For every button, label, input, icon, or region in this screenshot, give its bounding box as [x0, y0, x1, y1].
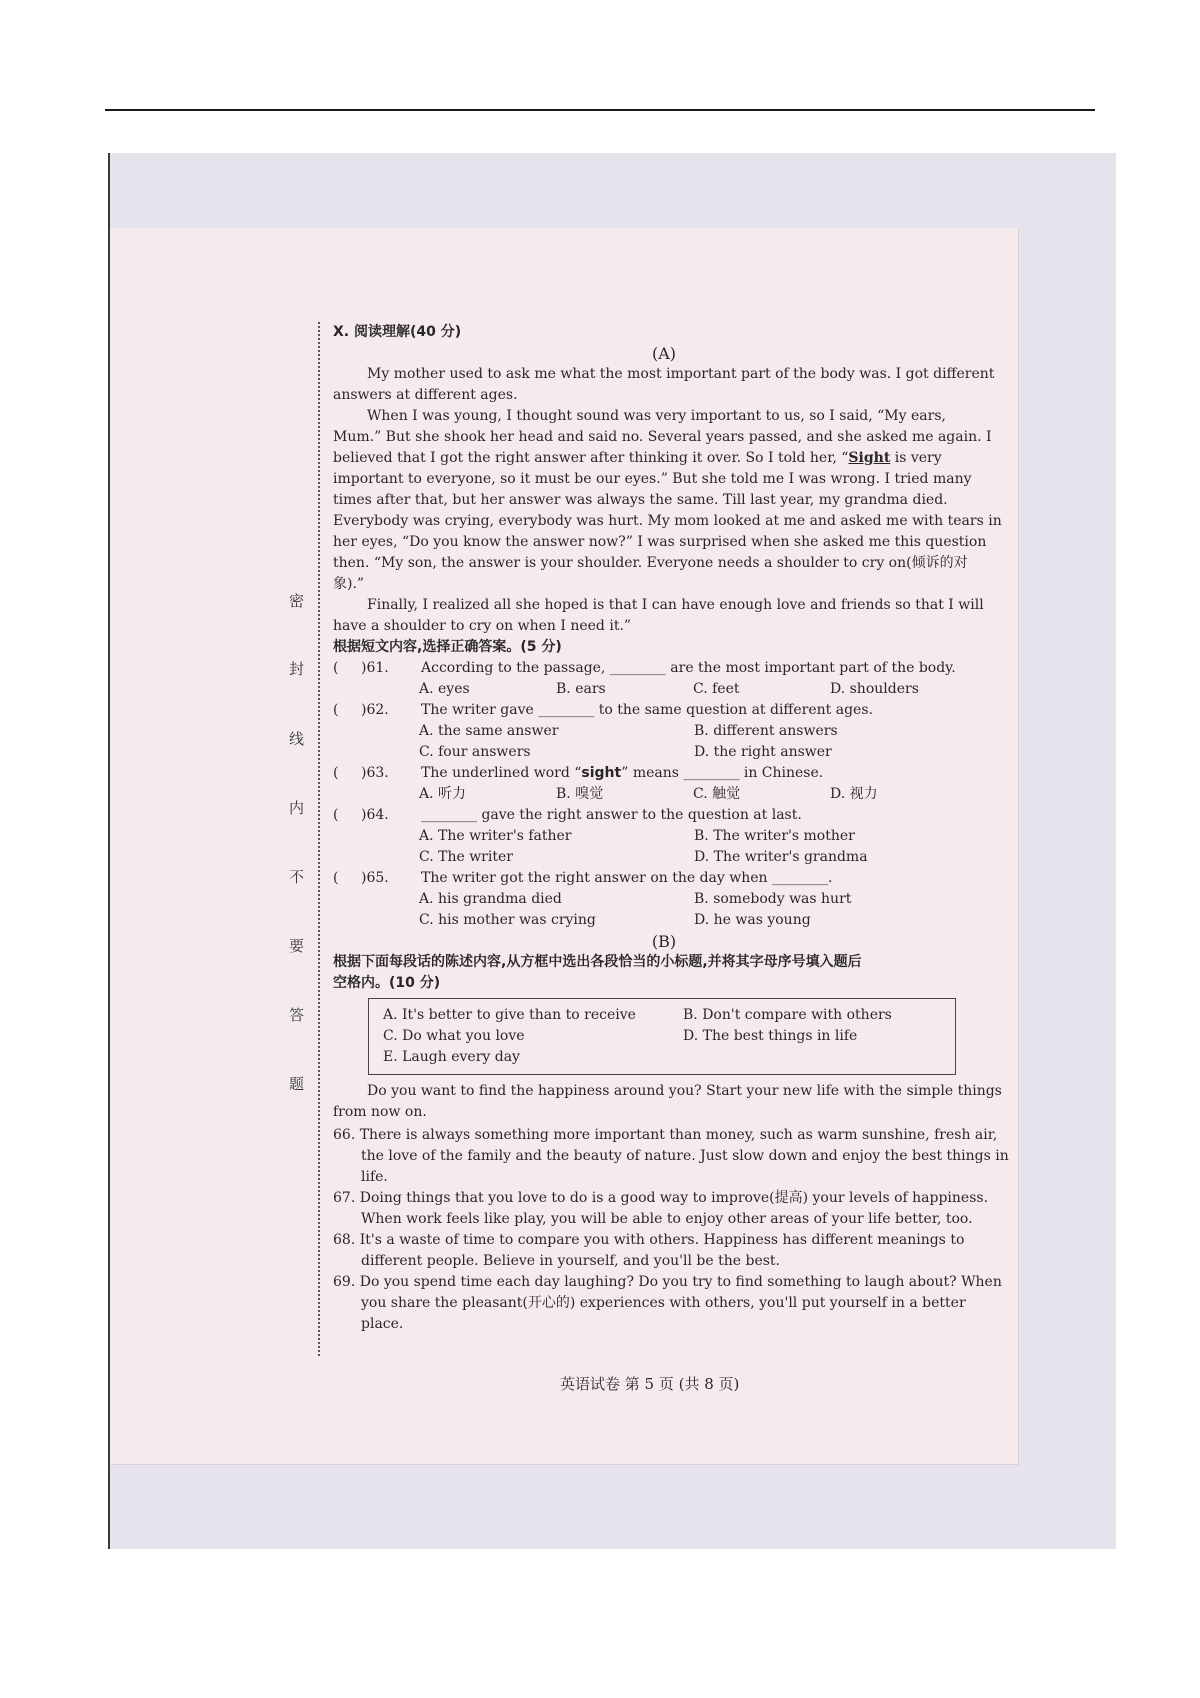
- passage-line: My mother used to ask me what the most important part of the body was. I got different: [367, 366, 995, 382]
- passage-line: Mum.” But she shook her head and said no. Several years passed, and she asked me again. I: [333, 429, 992, 445]
- underlined-word: Sight: [848, 450, 891, 466]
- heading-options-box: [368, 998, 956, 1075]
- question-63: [333, 763, 995, 805]
- question-stem: The underlined word “: [421, 765, 582, 781]
- part-a-instruction: 根据短文内容,选择正确答案。(5 分): [333, 639, 562, 655]
- answer-paren[interactable]: (: [333, 870, 339, 886]
- part-b-instruction: 根据下面每段话的陈述内容,从方框中选出各段恰当的小标题,并将其字母序号填入题后: [333, 954, 862, 970]
- question-stem: The writer got the right answer on the day when ________.: [421, 870, 833, 886]
- paragraph-66: life.: [361, 1169, 388, 1185]
- quoted-word: sight: [581, 765, 622, 781]
- passage-line: then. “My son, the answer is your shoulder. Everyone needs a shoulder to cry on(倾诉的对: [333, 555, 968, 571]
- passage-line: Do you want to find the happiness around you? Start your new life with the simple things: [367, 1083, 1002, 1099]
- heading-option-a: A. It's better to give than to receive: [383, 1007, 636, 1023]
- part-b-instruction: 空格内。(10 分): [333, 975, 441, 991]
- option-a: A. The writer's father: [419, 828, 572, 844]
- sealing-char: 内: [289, 799, 305, 817]
- sealing-char: 不: [289, 868, 305, 886]
- answer-paren[interactable]: (: [333, 807, 339, 823]
- exam-content: [333, 322, 1009, 1335]
- passage-b-label: (B): [651, 932, 677, 951]
- option-d: D. shoulders: [830, 681, 919, 697]
- answer-paren[interactable]: (: [333, 765, 339, 781]
- option-c: C. feet: [693, 681, 740, 697]
- option-b: B. somebody was hurt: [694, 891, 852, 907]
- passage-line: her eyes, “Do you know the answer now?” I was surprised when she asked me this question: [333, 534, 987, 550]
- passage-line: from now on.: [333, 1104, 427, 1120]
- question-62: [333, 700, 995, 763]
- option-b: B. 嗅觉: [556, 786, 604, 802]
- answer-paren[interactable]: (: [333, 702, 339, 718]
- option-c: C. 触觉: [693, 786, 741, 802]
- paragraph-67: When work feels like play, you will be able to enjoy other areas of your life better, too.: [361, 1211, 973, 1227]
- paragraph-69: you share the pleasant(开心的) experiences with others, you'll put yourself in a better: [361, 1295, 966, 1311]
- sealing-char: 题: [289, 1075, 305, 1093]
- sealing-char: 封: [289, 660, 305, 678]
- heading-option-b: B. Don't compare with others: [683, 1007, 892, 1023]
- passage-a-label: (A): [651, 344, 677, 363]
- option-d: D. The writer's grandma: [694, 849, 868, 865]
- heading-option-d: D. The best things in life: [683, 1028, 858, 1044]
- section-title: X. 阅读理解(40 分): [333, 324, 462, 340]
- text-run: believed that I got the right answer after thinking it over. So I told her, “: [333, 450, 849, 466]
- question-stem: ________ gave the right answer to the question at last.: [421, 807, 802, 823]
- option-d: D. the right answer: [694, 744, 832, 760]
- option-a: A. eyes: [419, 681, 470, 697]
- question-number: )63.: [361, 765, 389, 781]
- top-rule: [105, 109, 1095, 111]
- question-number: )61.: [361, 660, 389, 676]
- option-c: C. The writer: [419, 849, 513, 865]
- question-65: [333, 868, 995, 931]
- paragraph-69: 69. Do you spend time each day laughing? Do you try to find something to laugh about? When: [333, 1274, 1002, 1290]
- sealing-char: 答: [289, 1006, 305, 1024]
- passage-line: Everybody was crying, everybody was hurt. My mom looked at me and asked me with tears in: [333, 513, 1002, 529]
- passage-line: times after that, but her answer was always the same. Till last year, my grandma died.: [333, 492, 948, 508]
- passage-line: answers at different ages.: [333, 387, 518, 403]
- passage-line: have a shoulder to cry on when I need it.”: [333, 618, 632, 634]
- question-number: )65.: [361, 870, 389, 886]
- passage-line: 象).”: [333, 576, 365, 592]
- heading-option-e: E. Laugh every day: [383, 1049, 520, 1065]
- paragraph-66: 66. There is always something more important than money, such as warm sunshine, fresh air,: [333, 1127, 998, 1143]
- option-c: C. four answers: [419, 744, 531, 760]
- paragraph-68: 68. It's a waste of time to compare you with others. Happiness has different meanings to: [333, 1232, 965, 1248]
- sealing-line: [318, 322, 320, 1356]
- option-d: D. he was young: [694, 912, 811, 928]
- question-number: )62.: [361, 702, 389, 718]
- option-b: B. The writer's mother: [694, 828, 855, 844]
- question-number: )64.: [361, 807, 389, 823]
- option-d: D. 视力: [830, 786, 878, 802]
- page-footer: 英语试卷 第 5 页 (共 8 页): [560, 1375, 740, 1393]
- paragraph-66: the love of the family and the beauty of nature. Just slow down and enjoy the best things in: [361, 1148, 1009, 1164]
- question-61: [333, 658, 995, 700]
- passage-line: When I was young, I thought sound was very important to us, so I said, “My ears,: [367, 408, 946, 424]
- heading-option-c: C. Do what you love: [383, 1028, 525, 1044]
- question-64: [333, 805, 995, 868]
- paragraph-69: place.: [361, 1316, 404, 1332]
- passage-line: Finally, I realized all she hoped is that I can have enough love and friends so that I will: [367, 597, 984, 613]
- sealing-char: 密: [289, 592, 305, 610]
- sealing-char: 线: [289, 730, 305, 748]
- option-a: A. 听力: [419, 786, 467, 802]
- passage-a: [333, 364, 1002, 637]
- question-stem: According to the passage, ________ are the most important part of the body.: [421, 660, 956, 676]
- paragraph-67: 67. Doing things that you love to do is a good way to improve(提高) your levels of happiness.: [333, 1190, 989, 1206]
- passage-b: [333, 1081, 1009, 1335]
- option-b: B. different answers: [694, 723, 838, 739]
- option-a: A. his grandma died: [419, 891, 562, 907]
- text-run: is very: [890, 450, 942, 466]
- question-stem: ” means ________ in Chinese.: [621, 765, 824, 781]
- option-c: C. his mother was crying: [419, 912, 596, 928]
- sealing-char: 要: [289, 937, 305, 955]
- option-a: A. the same answer: [419, 723, 559, 739]
- passage-line: important to everyone, so it must be our eyes.” But she told me I was wrong. I tried many: [333, 471, 972, 487]
- passage-line: [333, 448, 995, 469]
- question-stem: The writer gave ________ to the same question at different ages.: [421, 702, 873, 718]
- option-b: B. ears: [556, 681, 606, 697]
- answer-paren[interactable]: (: [333, 660, 339, 676]
- paragraph-68: different people. Believe in yourself, and you'll be the best.: [361, 1253, 780, 1269]
